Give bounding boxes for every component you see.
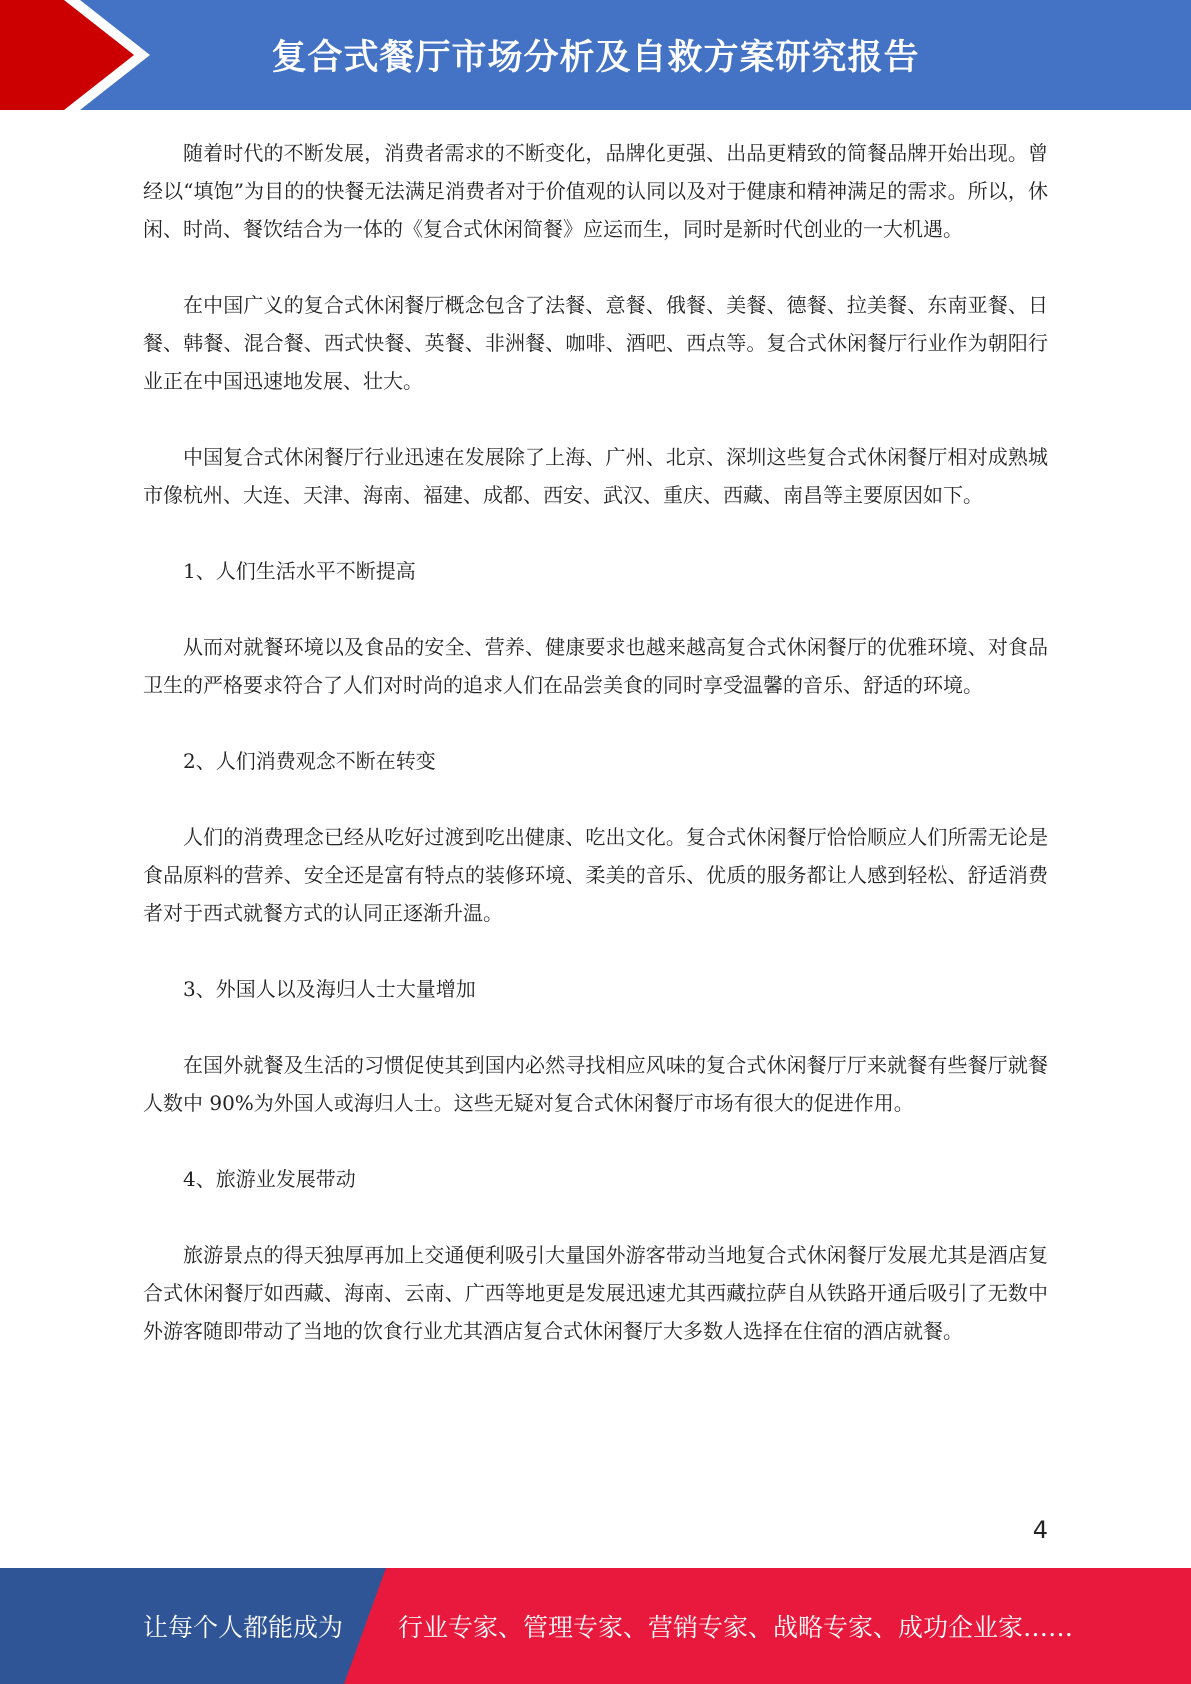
footer-slogan-right: 行业专家、管理专家、营销专家、战略专家、成功企业家…… xyxy=(398,1613,1074,1642)
section-heading-4: 4、旅游业发展带动 xyxy=(183,1167,356,1191)
paragraph-tourism: 旅游景点的得天独厚再加上交通便利吸引大量国外游客带动当地复合式休闲餐厅发展尤其是酒店复合式休闲餐厅如西藏、海南、云南、广西等地更是发展迅速尤其西藏拉萨自从铁路开通后吸引了无数中外游客随即带动了当地的饮食行业尤其酒店复合式休闲餐厅大多数人选择在住宿的酒店就餐。 xyxy=(143,1243,1048,1343)
page-header xyxy=(0,0,1191,110)
header-arrow-decoration xyxy=(0,0,160,110)
paragraph-definition: 在中国广义的复合式休闲餐厅概念包含了法餐、意餐、俄餐、美餐、德餐、拉美餐、东南亚餐、日餐、韩餐、混合餐、西式快餐、英餐、非洲餐、咖啡、酒吧、西点等。复合式休闲餐厅行业作为朝阳行业正在中国迅速地发展、壮大。 xyxy=(143,293,1048,393)
document-body xyxy=(143,134,1048,1350)
footer-slogan-left: 让每个人都能成为 xyxy=(143,1613,344,1642)
paragraph-living-standards: 从而对就餐环境以及食品的安全、营养、健康要求也越来越高复合式休闲餐厅的优雅环境、对食品卫生的严格要求符合了人们对时尚的追求人们在品尝美食的同时享受温馨的音乐、舒适的环境。 xyxy=(143,635,1048,697)
page-number: 4 xyxy=(1032,1516,1048,1544)
section-heading-2: 2、人们消费观念不断在转变 xyxy=(183,749,436,773)
paragraph-cities: 中国复合式休闲餐厅行业迅速在发展除了上海、广州、北京、深圳这些复合式休闲餐厅相对成熟城市像杭州、大连、天津、海南、福建、成都、西安、武汉、重庆、西藏、南昌等主要原因如下。 xyxy=(143,445,1048,507)
section-heading-1: 1、人们生活水平不断提高 xyxy=(183,559,416,583)
paragraph-intro: 随着时代的不断发展，消费者需求的不断变化，品牌化更强、出品更精致的简餐品牌开始出现。曾经以“填饱”为目的的快餐无法满足消费者对于价值观的认同以及对于健康和精神满足的需求。所以，休闲、时尚、餐饮结合为一体的《复合式休闲简餐》应运而生，同时是新时代创业的一大机遇。 xyxy=(143,141,1048,241)
section-heading-3: 3、外国人以及海归人士大量增加 xyxy=(183,977,476,1001)
paragraph-consumption: 人们的消费理念已经从吃好过渡到吃出健康、吃出文化。复合式休闲餐厅恰恰顺应人们所需无论是食品原料的营养、安全还是富有特点的装修环境、柔美的音乐、优质的服务都让人感到轻松、舒适消费者对于西式就餐方式的认同正逐渐升温。 xyxy=(143,825,1048,925)
paragraph-foreigners: 在国外就餐及生活的习惯促使其到国内必然寻找相应风味的复合式休闲餐厅厅来就餐有些餐厅就餐人数中 90%为外国人或海归人士。这些无疑对复合式休闲餐厅市场有很大的促进作用。 xyxy=(143,1053,1048,1115)
report-title: 复合式餐厅市场分析及自救方案研究报告 xyxy=(271,38,920,78)
page-footer xyxy=(0,1568,1191,1684)
